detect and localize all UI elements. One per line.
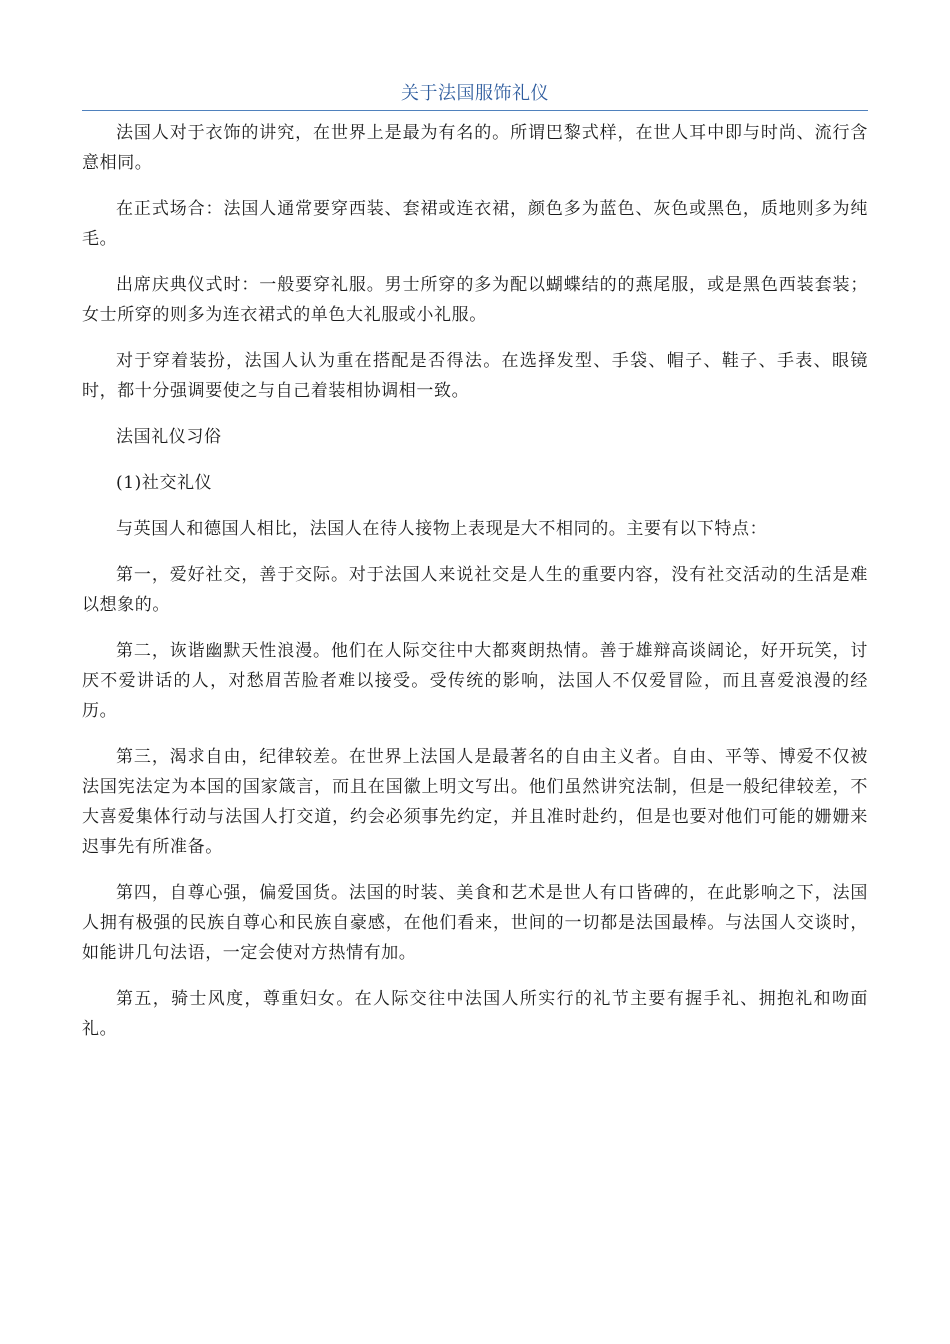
page-title: 关于法国服饰礼仪	[401, 83, 549, 104]
paragraph: 第三，渴求自由，纪律较差。在世界上法国人是最著名的自由主义者。自由、平等、博爱不仅被法国宪法定为本国的国家箴言，而且在国徽上明文写出。他们虽然讲究法制，但是一般纪律较差，不大喜爱集体行动与法国人打交道，约会必须事先约定，并且准时赴约，但是也要对他们可能的姗姗来迟事先有所准备。	[82, 747, 868, 857]
page-header	[82, 80, 868, 111]
paragraph: 在正式场合：法国人通常要穿西装、套裙或连衣裙，颜色多为蓝色、灰色或黑色，质地则多为纯毛。	[82, 199, 868, 249]
paragraph: 法国人对于衣饰的讲究，在世界上是最为有名的。所谓巴黎式样，在世人耳中即与时尚、流行含意相同。	[82, 123, 868, 173]
paragraph: 第四，自尊心强，偏爱国货。法国的时装、美食和艺术是世人有口皆碑的，在此影响之下，法国人拥有极强的民族自尊心和民族自豪感，在他们看来，世间的一切都是法国最棒。与法国人交谈时，如能讲几句法语，一定会使对方热情有加。	[82, 883, 868, 963]
paragraph: 出席庆典仪式时：一般要穿礼服。男士所穿的多为配以蝴蝶结的的燕尾服，或是黑色西装套装；女士所穿的则多为连衣裙式的单色大礼服或小礼服。	[82, 275, 868, 325]
paragraph: 第二，诙谐幽默天性浪漫。他们在人际交往中大都爽朗热情。善于雄辩高谈阔论，好开玩笑，讨厌不爱讲话的人，对愁眉苦脸者难以接受。受传统的影响，法国人不仅爱冒险，而且喜爱浪漫的经历。	[82, 641, 868, 721]
document-body	[82, 118, 868, 1060]
paragraph: 对于穿着装扮，法国人认为重在搭配是否得法。在选择发型、手袋、帽子、鞋子、手表、眼镜时，都十分强调要使之与自己着装相协调相一致。	[82, 351, 868, 401]
section-heading: 法国礼仪习俗	[116, 427, 222, 447]
paragraph: 第一，爱好社交，善于交际。对于法国人来说社交是人生的重要内容，没有社交活动的生活是难以想象的。	[82, 565, 868, 615]
paragraph: 与英国人和德国人相比，法国人在待人接物上表现是大不相同的。主要有以下特点：	[116, 519, 768, 539]
paragraph: 第五，骑士风度，尊重妇女。在人际交往中法国人所实行的礼节主要有握手礼、拥抱礼和吻面礼。	[82, 989, 868, 1039]
subsection-heading: (1)社交礼仪	[116, 473, 213, 493]
